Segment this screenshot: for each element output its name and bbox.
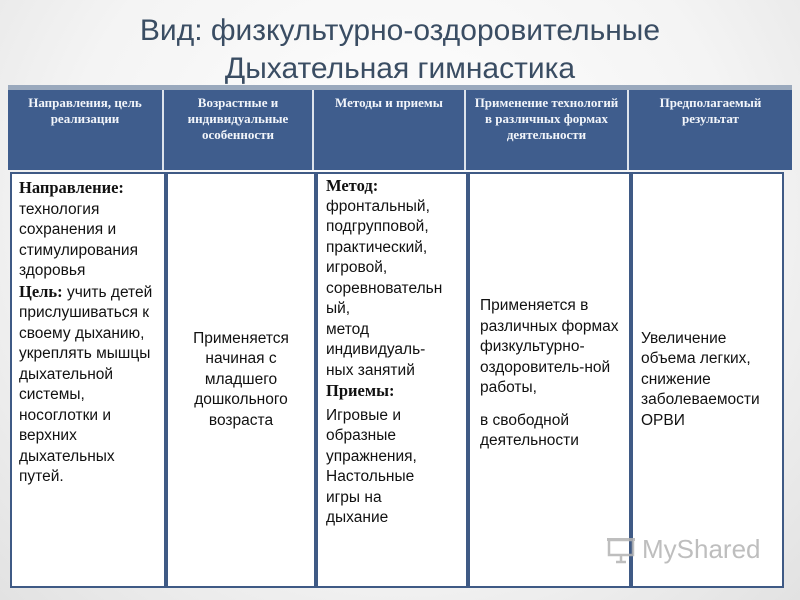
header-application: Применение технологий в различных формах деятельности: [466, 90, 629, 170]
header-age-features: Возрастные и индивидуальные особенности: [164, 90, 314, 170]
title-line-1: Вид: физкультурно-оздоровительные: [139, 14, 661, 47]
cell-methods: [316, 172, 468, 588]
method-line: практический,: [326, 238, 428, 256]
method-line: игровой,: [326, 259, 388, 276]
header-expected-result: Предполагаемый результат: [659, 95, 762, 126]
technique-line: упражнения,: [326, 447, 417, 465]
method-line: индивидуаль-: [326, 341, 426, 358]
cell-direction-goal: [10, 172, 166, 588]
direction-text: технология сохранения и стимулирования здоровья: [19, 200, 138, 279]
cell-age-features: [166, 172, 316, 588]
goal-label: Цель:: [19, 281, 63, 301]
watermark: [606, 534, 761, 565]
method-line: фронтальный,: [326, 197, 430, 215]
technique-line: игры на: [326, 488, 382, 506]
method-line: подгрупповой,: [326, 218, 429, 235]
slide-title: [0, 12, 800, 88]
application-para-1: Применяется в различных формах физкультурно-оздоровитель-ной работы,: [480, 297, 619, 397]
technique-line: дыхание: [326, 509, 389, 526]
method-line: метод: [326, 320, 370, 338]
method-line: соревновательн: [326, 279, 443, 297]
goal-text: учить детей прислушиваться к своему дыханию, укреплять мышцы дыхательной системы, носоглотки и верхних дыхательных путей.: [19, 283, 153, 485]
expected-result-text: Увеличение объема легких, снижение заболеваемости ОРВИ: [641, 329, 760, 429]
application-para-2: в свободной деятельности: [480, 411, 579, 450]
presentation-board-icon: [606, 536, 636, 564]
header-directions-goal: Направления, цель реализации: [8, 90, 164, 170]
cell-expected-result: [631, 172, 784, 588]
table-header-row: [8, 90, 792, 170]
method-line: ый,: [326, 300, 351, 317]
technique-line: Игровые и: [326, 406, 401, 424]
technique-line: образные: [326, 427, 396, 444]
method-label: Метод:: [326, 176, 379, 195]
watermark-text: MyShared: [642, 534, 761, 564]
techniques-label: Приемы:: [326, 381, 395, 400]
cell-application: [468, 172, 631, 588]
header-methods: Методы и приемы: [314, 90, 466, 170]
direction-label: Направление:: [19, 178, 124, 197]
method-line: ных занятий: [326, 361, 415, 379]
title-line-2: Дыхательная гимнастика: [224, 52, 576, 85]
technique-line: Настольные: [326, 468, 415, 485]
age-features-text: Применяется начиная с младшего дошкольного возраста: [193, 329, 289, 429]
